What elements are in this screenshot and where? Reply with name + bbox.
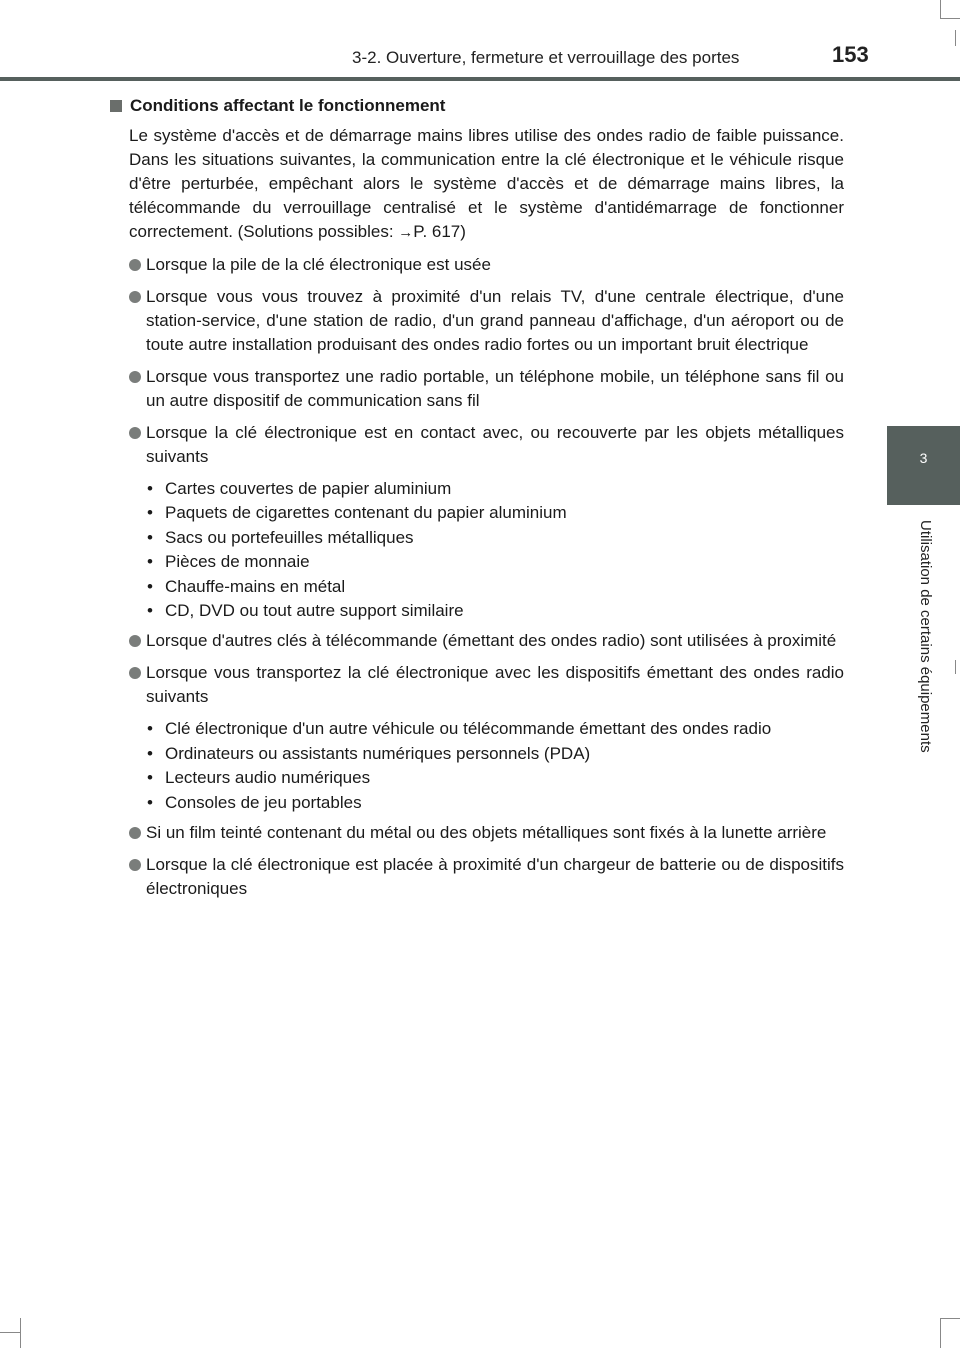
intro-text: Le système d'accès et de démarrage mains libres utilise des ondes radio de faible puissance. Dans les situations suivantes, la communication entre la clé électronique et le véhicule risque d'être perturbée, empêchant alors le système d'accès et de démarrage mains libres, la télécommande du verrouillage centralisé et le système d'antidémarrage de fonctionner correctement. (Solutions possibles:	[129, 126, 844, 241]
dot-bullet-icon: •	[147, 552, 153, 572]
section-heading-text: Conditions affectant le fonctionnement	[130, 96, 446, 115]
list-item	[110, 253, 844, 277]
page-reference: P. 617)	[413, 222, 466, 241]
list-item	[110, 821, 844, 845]
circle-bullet-icon	[129, 667, 141, 679]
chapter-tab	[887, 426, 960, 505]
list-item-text: Lorsque vous transportez une radio portable, un téléphone mobile, un téléphone sans fil ou un autre dispositif de communication sans fil	[146, 367, 844, 410]
sub-list-item-text: CD, DVD ou tout autre support similaire	[165, 601, 464, 621]
crop-mark	[940, 0, 941, 18]
crop-mark	[955, 30, 956, 46]
header-rule	[0, 77, 960, 81]
list-item-text: Lorsque la clé électronique est placée à proximité d'un chargeur de batterie ou de dispositifs électroniques	[146, 855, 844, 899]
list-item-text: Lorsque vous transportez la clé électronique avec les dispositifs émettant des ondes radio suivants	[146, 663, 844, 707]
list-item	[110, 661, 844, 709]
chapter-number: 3	[919, 450, 928, 466]
sub-list-item-text: Clé électronique d'un autre véhicule ou télécommande émettant des ondes radio	[165, 719, 772, 739]
list-item-text: Si un film teinté contenant du métal ou des objets métalliques sont fixés à la lunette arrière	[146, 823, 827, 843]
document-body	[110, 94, 844, 909]
list-item	[110, 629, 844, 653]
chapter-title: Utilisation de certains équipements	[917, 520, 934, 753]
sub-list-item	[110, 599, 844, 623]
list-item	[110, 421, 844, 469]
dot-bullet-icon: •	[147, 743, 153, 763]
sub-list-item-text: Sacs ou portefeuilles métalliques	[165, 527, 414, 547]
list-item-text: Lorsque la pile de la clé électronique est usée	[146, 255, 491, 274]
circle-bullet-icon	[129, 827, 141, 839]
sub-list-item	[110, 742, 844, 766]
circle-bullet-icon	[129, 259, 141, 271]
sub-list-item	[110, 477, 844, 501]
crop-mark	[940, 1318, 960, 1319]
circle-bullet-icon	[129, 635, 141, 647]
list-item-text: Lorsque d'autres clés à télécommande (émettant des ondes radio) sont utilisées à proximité	[146, 631, 837, 651]
sub-list-item-text: Consoles de jeu portables	[165, 792, 362, 812]
sub-list-item	[110, 501, 844, 525]
sub-list-item-text: Lecteurs audio numériques	[165, 768, 371, 788]
sub-list-item-text: Ordinateurs ou assistants numériques personnels (PDA)	[165, 743, 591, 763]
sub-list-item-text: Pièces de monnaie	[165, 552, 310, 572]
page-number: 153	[832, 42, 869, 67]
sub-list-item	[110, 791, 844, 815]
list-item-text: Lorsque vous vous trouvez à proximité d'un relais TV, d'une centrale électrique, d'une station-service, d'une station de radio, d'un grand panneau d'affichage, d'un aéroport ou de toute autre installation produisant des ondes radio fortes ou un important bruit électrique	[146, 287, 844, 354]
sub-list-item-text: Chauffe-mains en métal	[165, 576, 346, 596]
sub-list-item	[110, 550, 844, 574]
crop-mark	[20, 1318, 21, 1348]
list-item	[110, 285, 844, 357]
sub-list-item-text: Cartes couvertes de papier aluminium	[165, 479, 452, 498]
dot-bullet-icon: •	[147, 576, 153, 596]
reference-arrow: →	[398, 224, 414, 241]
dot-bullet-icon: •	[147, 719, 153, 739]
dot-bullet-icon: •	[147, 792, 153, 812]
sub-list-item	[110, 526, 844, 550]
dot-bullet-icon: •	[147, 601, 153, 621]
circle-bullet-icon	[129, 859, 141, 871]
crop-mark	[0, 1332, 20, 1333]
sub-list-item	[110, 766, 844, 790]
circle-bullet-icon	[129, 427, 141, 439]
crop-mark	[940, 18, 960, 19]
sub-list	[110, 477, 844, 623]
sub-list-item	[110, 717, 844, 741]
circle-bullet-icon	[129, 371, 141, 383]
dot-bullet-icon: •	[147, 527, 153, 547]
list-item	[110, 853, 844, 901]
crop-mark	[940, 1318, 941, 1348]
circle-bullet-icon	[129, 291, 141, 303]
sub-list-item-text: Paquets de cigarettes contenant du papier aluminium	[165, 503, 567, 523]
dot-bullet-icon: •	[147, 479, 153, 498]
sub-list-item	[110, 575, 844, 599]
dot-bullet-icon: •	[147, 768, 153, 788]
condition-list	[110, 253, 844, 901]
intro-paragraph	[129, 124, 844, 245]
section-heading	[110, 94, 844, 118]
sub-list	[110, 717, 844, 815]
crop-mark	[955, 660, 956, 674]
list-item-text: Lorsque la clé électronique est en contact avec, ou recouverte par les objets métalliques suivants	[146, 423, 844, 466]
dot-bullet-icon: •	[147, 503, 153, 523]
square-bullet-icon	[110, 100, 122, 112]
running-header: 3-2. Ouverture, fermeture et verrouillage des portes	[352, 48, 740, 67]
list-item	[110, 365, 844, 413]
